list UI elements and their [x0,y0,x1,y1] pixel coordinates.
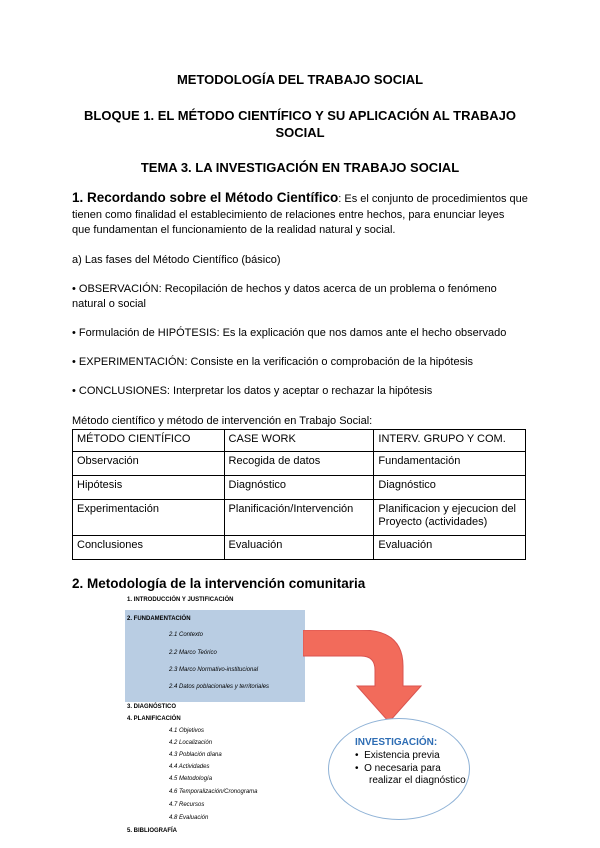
table-cell: Experimentación [73,500,225,536]
arrow-icon [303,630,443,730]
outline-subitem: 2.2 Marco Teórico [169,650,217,656]
section1-heading: 1. Recordando sobre el Método Científico [72,190,339,205]
table-cell: Evaluación [374,536,526,560]
table-cell: Conclusiones [73,536,225,560]
table-caption: Método científico y método de intervención en Trabajo Social: [72,415,373,427]
outline-subitem: 2.1 Contexto [169,632,204,638]
table-cell: Hipótesis [73,476,225,500]
outline-subitem: 4.6 Temporalización/Cronograma [169,789,258,795]
table-cell: Fundamentación [374,452,526,476]
investigation-title: INVESTIGACIÓN: [355,737,438,748]
table-cell: Planificacion y ejecucion del Proyecto (actividades) [374,500,526,536]
table-header-cell: CASE WORK [224,430,374,452]
outline-subitem: 4.1 Objetivos [169,728,205,734]
table-header-cell: MÉTODO CIENTÍFICO [73,430,225,452]
document-title: METODOLOGÍA DEL TRABAJO SOCIAL [176,72,424,87]
phase-hypothesis: • Formulación de HIPÓTESIS: Es la explicación que nos damos ante el hecho observado [72,327,507,339]
outline-subitem: 4.4 Actividades [169,764,210,770]
block-title-line2: SOCIAL [275,125,325,140]
outline-subitem: 4.3 Población diana [169,752,222,758]
table-cell: Evaluación [224,536,374,560]
method-table [72,429,526,560]
outline-subitem: 2.3 Marco Normativo-institucional [169,667,259,673]
phases-intro: a) Las fases del Método Científico (básico) [72,254,281,266]
section1-intro [72,190,552,207]
theme-title: TEMA 3. LA INVESTIGACIÓN EN TRABAJO SOCIAL [140,160,460,175]
outline-item-diagnostico: 3. DIAGNÓSTICO [127,704,177,710]
outline-item-planificacion: 4. PLANIFICACIÓN [127,716,181,722]
investigation-bubble [328,718,470,820]
outline-subitem: 4.2 Localización [169,740,213,746]
fundamentacion-box [125,610,305,702]
block-title-line1: BLOQUE 1. EL MÉTODO CIENTÍFICO Y SU APLICACIÓN AL TRABAJO [84,108,516,123]
table-cell: Observación [73,452,225,476]
outline-item-introduction: 1. INTRODUCCIÓN Y JUSTIFICACIÓN [127,597,234,603]
table-cell: Recogida de datos [224,452,374,476]
section1-intro-line1: : Es el conjunto de procedimientos que [338,193,528,205]
phase-observation-line1: • OBSERVACIÓN: Recopilación de hechos y datos acerca de un problema o fenómeno [72,283,497,295]
outline-subitem: 4.7 Recursos [169,802,205,808]
section1-intro-line2: tienen como finalidad el establecimiento de relaciones entre hechos, para enunciar leyes [72,209,505,221]
table-cell: Planificación/Intervención [224,500,374,536]
table-header-cell: INTERV. GRUPO Y COM. [374,430,526,452]
table-header-row [73,430,526,452]
investigation-bullet: • Existencia previa [355,750,440,761]
section1-intro-line3: que fundamentan el funcionamiento de la realidad natural y social. [72,224,396,236]
outline-subitem: 4.8 Evaluación [169,815,209,821]
table-row [73,500,526,536]
table-row [73,452,526,476]
investigation-bullet: • O necesaria para [355,763,441,774]
table-cell: Diagnóstico [224,476,374,500]
outline-subitem: 2.4 Datos poblacionales y territoriales [169,684,270,690]
phase-experimentation: • EXPERIMENTACIÓN: Consiste en la verificación o comprobación de la hipótesis [72,356,474,368]
outline-item-bibliografia: 5. BIBLIOGRAFÍA [127,828,178,834]
investigation-bullet-cont: realizar el diagnóstico [369,775,466,786]
intervention-diagram [125,596,530,841]
phase-conclusions: • CONCLUSIONES: Interpretar los datos y aceptar o rechazar la hipótesis [72,385,433,397]
outline-subitem: 4.5 Metodología [169,776,213,782]
phase-observation-line2: natural o social [72,298,146,310]
table-row [73,476,526,500]
section2-heading: 2. Metodología de la intervención comunitaria [72,576,366,591]
outline-item-fundamentacion: 2. FUNDAMENTACIÓN [127,616,191,622]
table-row [73,536,526,560]
table-cell: Diagnóstico [374,476,526,500]
